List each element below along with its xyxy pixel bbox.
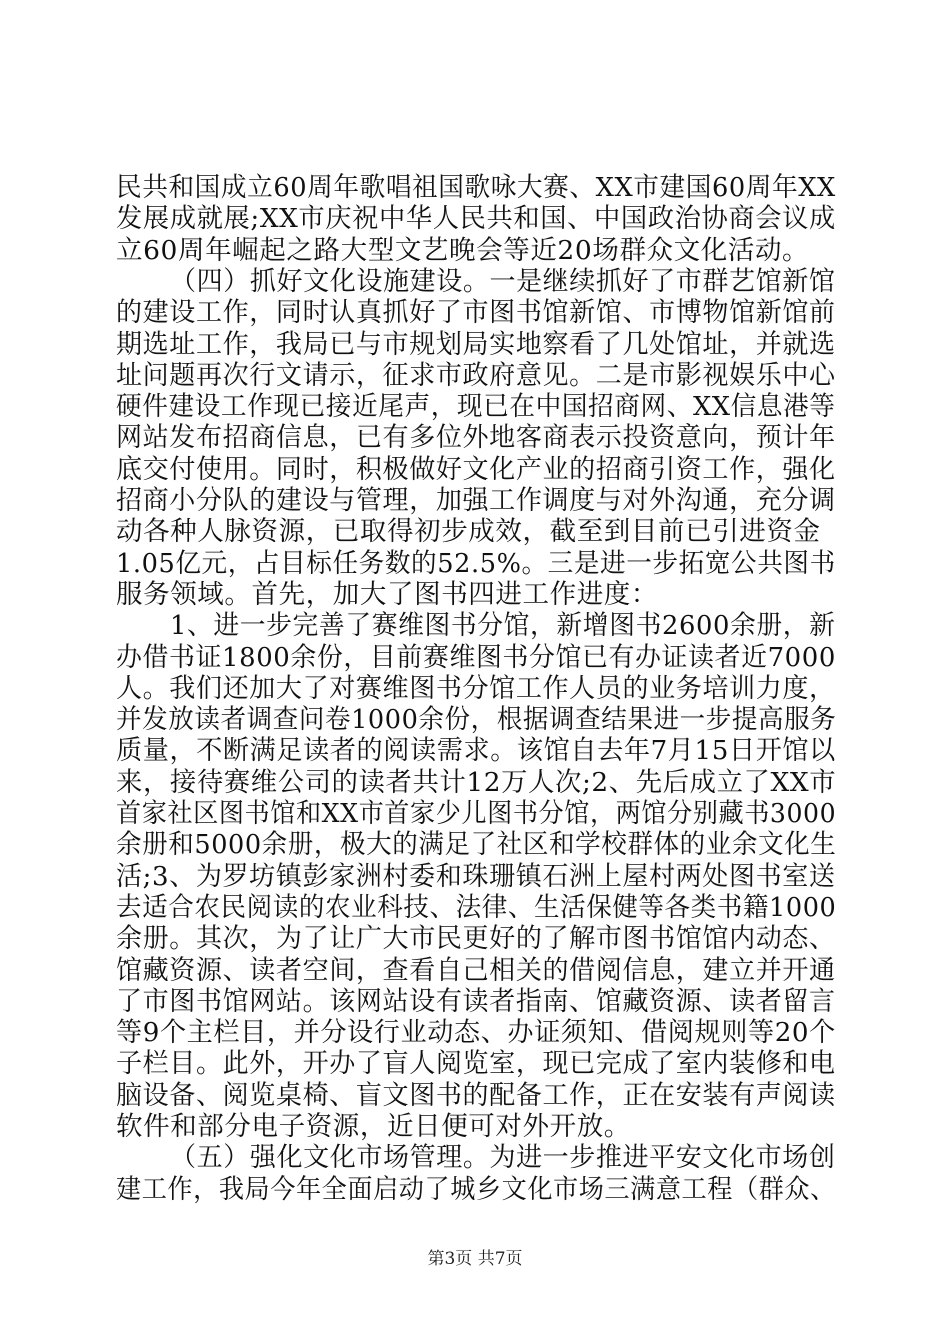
page-footer: 第3页 共7页 (427, 1249, 523, 1269)
text-line: 期选址工作，我局已与市规划局实地察看了几处馆址，并就选 (116, 328, 836, 360)
text-line: 人。我们还加大了对赛维图书分馆工作人员的业务培训力度， (116, 672, 836, 704)
text-line: 了市图书馆网站。该网站设有读者指南、馆藏资源、读者留言 (116, 985, 836, 1017)
text-line: 首家社区图书馆和XX市首家少儿图书分馆，两馆分别藏书3000 (116, 798, 837, 829)
text-line: 软件和部分电子资源，近日便可对外开放。 (116, 1111, 631, 1142)
text-line: 招商小分队的建设与管理，加强工作调度与对外沟通，充分调 (116, 485, 836, 516)
text-line: 等9个主栏目，并分设行业动态、办证须知、借阅规则等20个 (116, 1017, 836, 1049)
text-line: 民共和国成立60周年歌唱祖国歌咏大赛、XX市建国60周年XX (116, 172, 836, 203)
text-line: 余册和5000余册，极大的满足了社区和学校群体的业余文化生 (116, 829, 837, 861)
text-line: 馆藏资源、读者空间，查看自己相关的借阅信息，建立并开通 (116, 954, 836, 986)
text-line: 硬件建设工作现已接近尾声，现已在中国招商网、XX信息港等 (116, 391, 836, 423)
text-line: 址问题再次行文请示，征求市政府意见。二是市影视娱乐中心 (116, 359, 836, 391)
text-line: 服务领域。首先，加大了图书四进工作进度： (116, 578, 658, 610)
text-line: 质量，不断满足读者的阅读需求。该馆自去年7月15日开馆以 (116, 735, 836, 767)
text-line: 脑设备、阅览桌椅、盲文图书的配备工作，正在安装有声阅读 (116, 1079, 836, 1111)
text-line: （四）抓好文化设施建设。一是继续抓好了市群艺馆新馆 (170, 265, 836, 297)
text-line: 发展成就展;XX市庆祝中华人民共和国、中国政治协商会议成 (116, 203, 836, 235)
text-line: 来，接待赛维公司的读者共计12万人次;2、先后成立了XX市 (116, 766, 837, 798)
text-line: 动各种人脉资源，已取得初步成效，截至到目前已引进资金 (116, 516, 821, 548)
text-line: 并发放读者调查问卷1000余份，根据调查结果进一步提高服务 (116, 704, 837, 736)
text-line: 1.05亿元，占目标任务数的52.5%。三是进一步拓宽公共图书 (116, 547, 836, 579)
text-line: 网站发布招商信息，已有多位外地客商表示投资意向，预计年 (116, 422, 836, 454)
text-line: 立60周年崛起之路大型文艺晚会等近20场群众文化活动。 (116, 234, 810, 266)
text-line: 底交付使用。同时，积极做好文化产业的招商引资工作，强化 (116, 453, 836, 485)
text-line: 余册。其次，为了让广大市民更好的了解市图书馆馆内动态、 (116, 923, 836, 955)
text-line: 办借书证1800余份，目前赛维图书分馆已有办证读者近7000 (116, 641, 836, 673)
text-line: 的建设工作，同时认真抓好了市图书馆新馆、市博物馆新馆前 (116, 297, 836, 329)
text-line: 去适合农民阅读的农业科技、法律、生活保健等各类书籍1000 (116, 891, 837, 923)
text-line: 活;3、为罗坊镇彭家洲村委和珠珊镇石洲上屋村两处图书室送 (116, 860, 836, 892)
text-line: 子栏目。此外，开办了盲人阅览室，现已完成了室内装修和电 (116, 1048, 836, 1080)
text-line: 建工作，我局今年全面启动了城乡文化市场三满意工程（群众、 (116, 1173, 836, 1205)
text-line: （五）强化文化市场管理。为进一步推进平安文化市场创 (170, 1142, 836, 1174)
text-line: 1、进一步完善了赛维图书分馆，新增图书2600余册，新 (170, 610, 836, 642)
